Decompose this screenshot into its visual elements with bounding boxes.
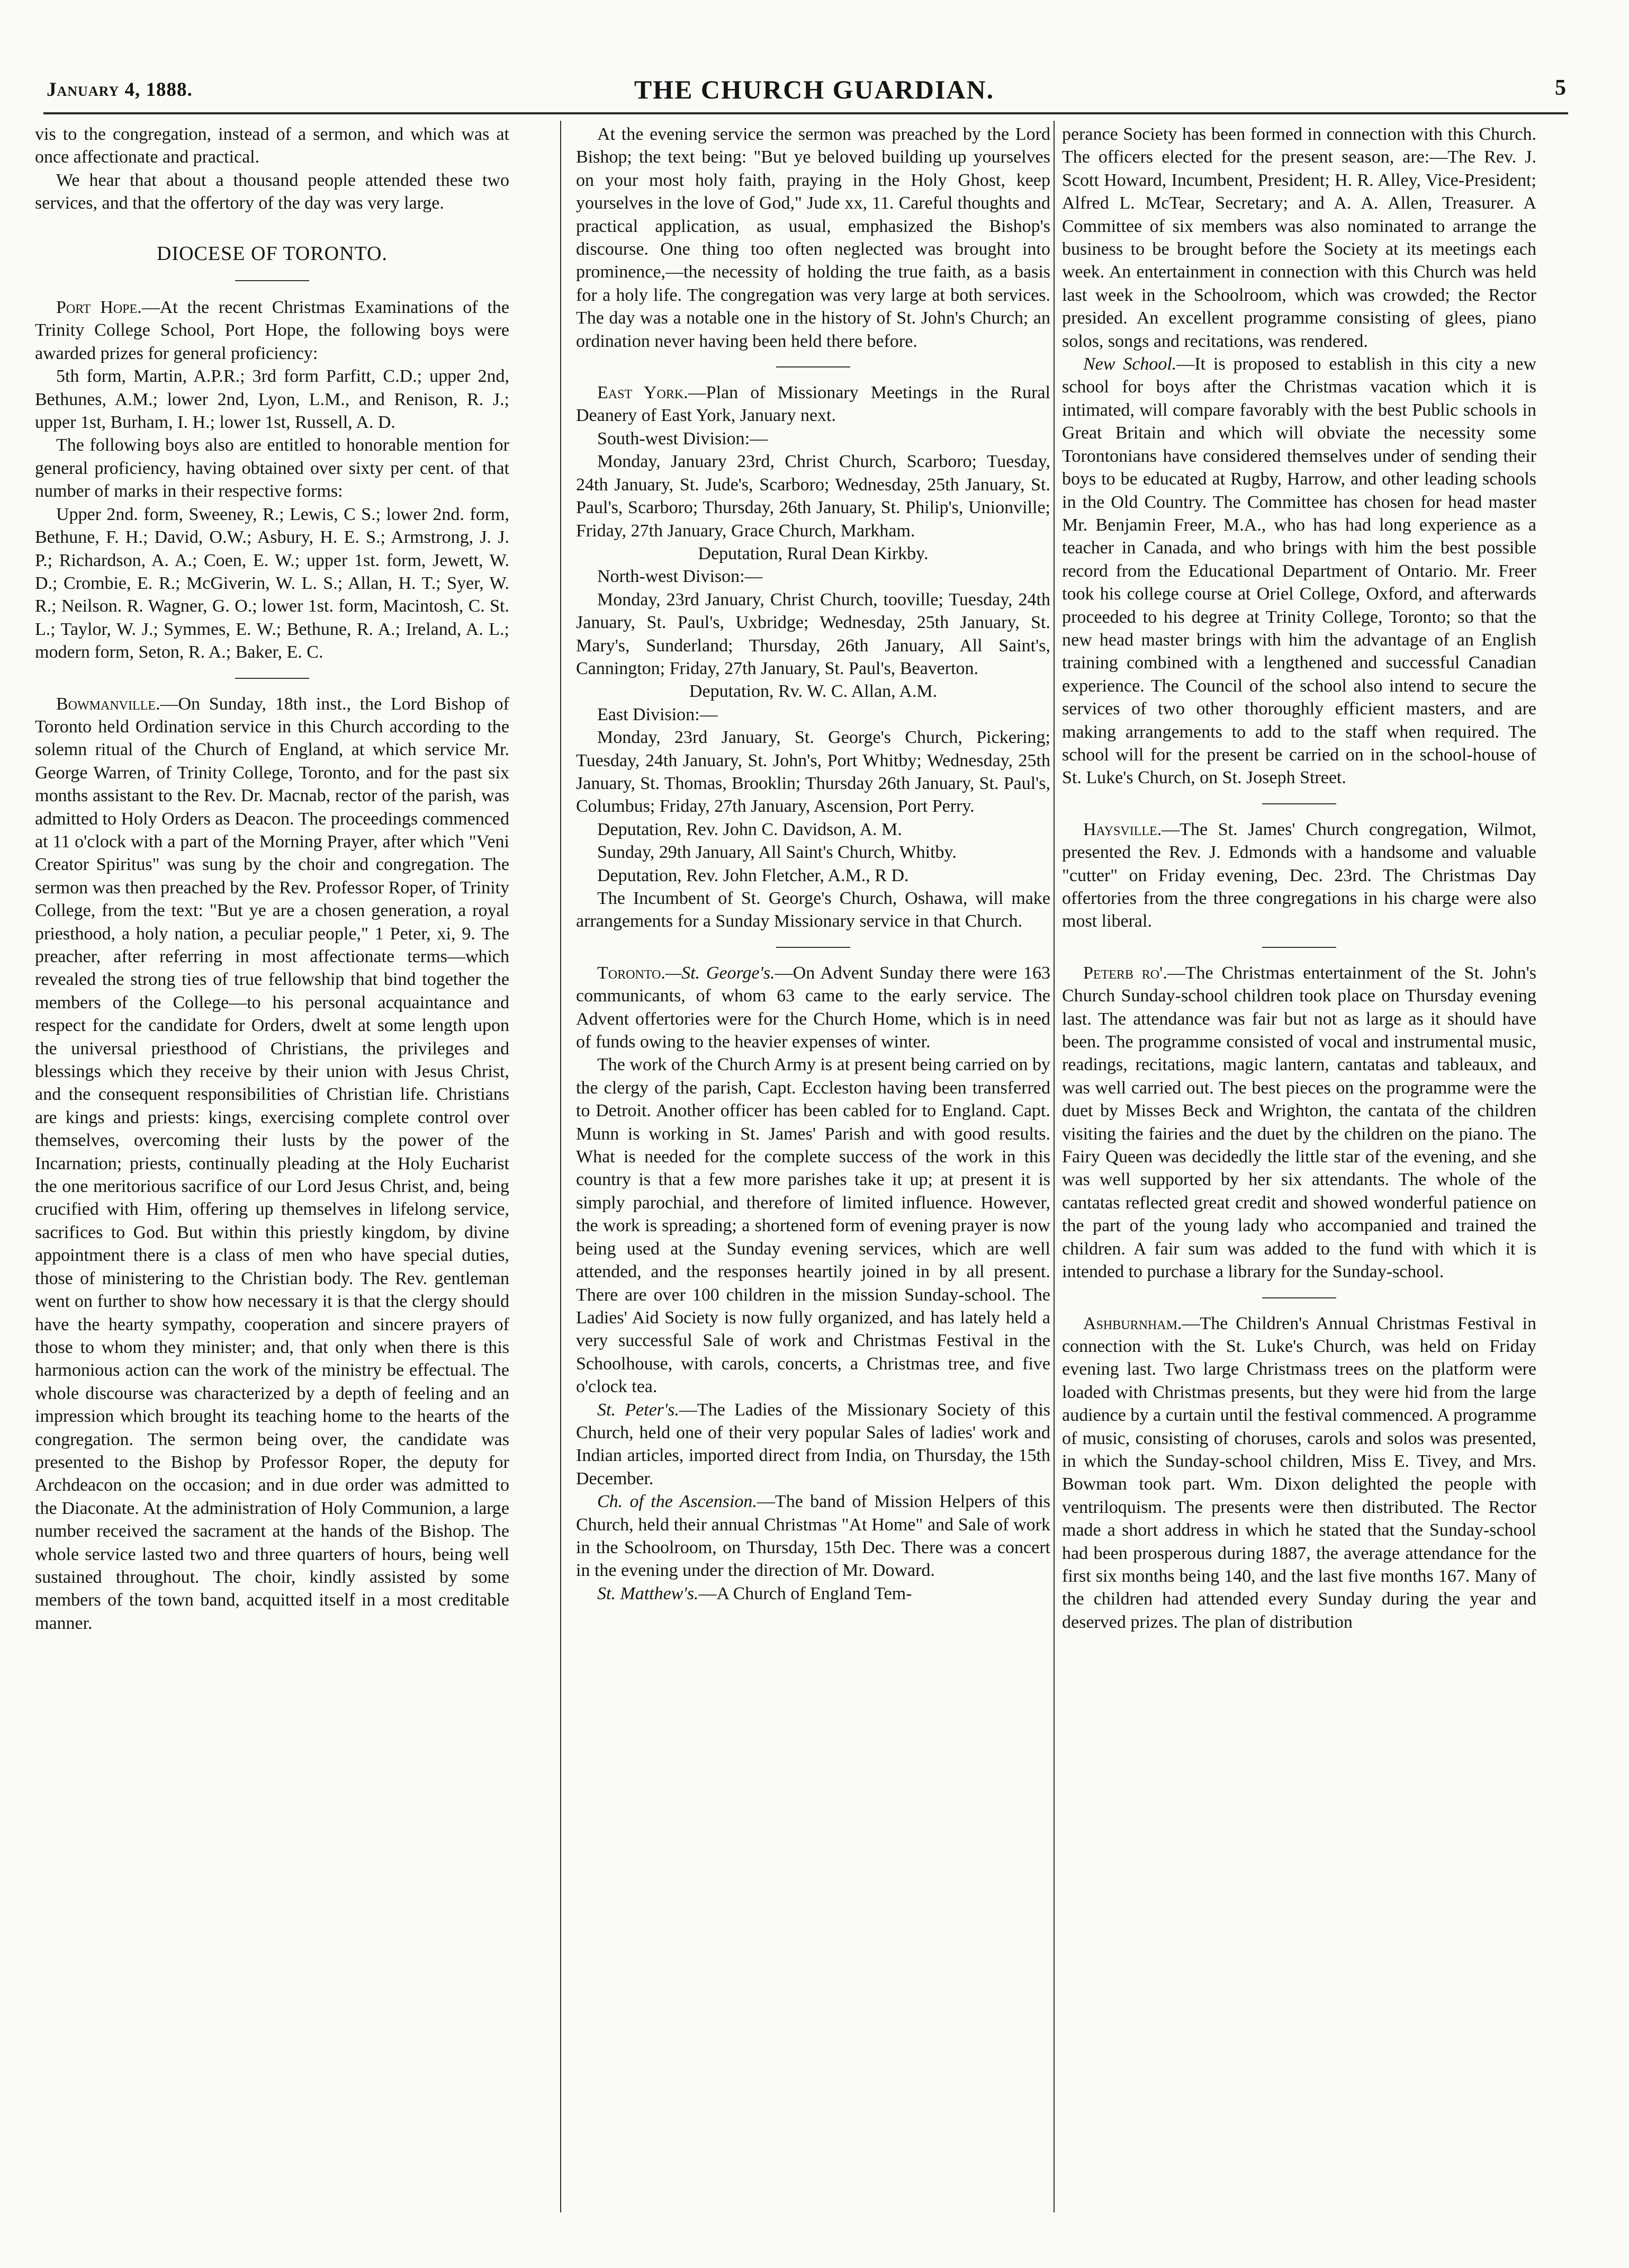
article-text: —The Ladies of the Missionary Society of this Church, held one of their very popular Sales of ladies' work and Indian articles, imported direct from India, on Thursday, the 15th December. <box>576 1400 1050 1489</box>
article-separator <box>1262 1297 1336 1298</box>
paragraph: The work of the Church Army is at present being carried on by the clergy of the parish, Capt. Eccleston having been transferred to Detroit. Another officer has been cabled for to England. Capt. Munn is working in St. James' Parish and with good results. What is needed for the complete success of the work in this country is that a few more parishes take it up; at present it is simply parochial, and therefore of limited influence. However, the work is spreading; a shortened form of evening prayer is now being used at the Sunday evening services, which are well attended, and the responses heartily joined in by all present. There are over 100 children in the mission Sunday-school. The Ladies' Aid Society is now fully organized, and has lately held a very successful Sale of work and Christmas Festival in the Schoolhouse, with carols, concerts, a Christmas tree, and five o'clock tea. <box>576 1055 1050 1397</box>
article-lead: East York. <box>597 383 688 403</box>
heading-rule <box>235 280 309 281</box>
article-lead: Bowmanville. <box>56 694 160 714</box>
article-port-hope <box>35 296 509 365</box>
paragraph: We hear that about a thousand people attended these two services, and that the offertory of the day was very large. <box>35 170 509 213</box>
column-2 <box>576 123 1050 2220</box>
paragraph: Monday, 23rd January, Christ Church, tooville; Tuesday, 24th January, St. Paul's, Uxbridge; Wednesday, 25th January, St. Mary's, Sunderland; Thursday, 26th January, All Saint's, Cannington; Friday, 27th January, St. Paul's, Beaverton. <box>576 589 1050 678</box>
paragraph: The following boys also are entitled to honorable mention for general proficiency, having obtained over sixty per cent. of that number of marks in their respective forms: <box>35 435 509 501</box>
article-separator <box>776 947 850 948</box>
article-text: —The St. James' Church congregation, Wilmot, presented the Rev. J. Edmonds with a handsome and valuable "cutter" on Friday evening, Dec. 23rd. The Christmas Day offertories from the three congregations in his charge were also most liberal. <box>1062 819 1536 931</box>
article-text: —Plan of Missionary Meetings in the Rural Deanery of East York, January next. <box>576 383 1050 426</box>
article-text: —The Children's Annual Christmas Festival in connection with the St. Luke's Church, was held on Friday evening last. Two large Christmass trees on the platform were loaded with Christmas presents, but they were hid from the large audience by a curtain until the festival commenced. A programme of music, consisting of choruses, carols and solos was presented, in which the Sunday-school children, Miss E. Tivey, and Mrs. Bowman took part. Wm. Dixon delighted the people with ventriloquism. The presents were then distributed. The Rector made a short address in which he stated that the Sunday-school had been prosperous during 1887, the average attendance for the first six months being 140, and the last five months 167. Many of the children had attended every Sunday during the year and deserved prizes. The plan of distribution <box>1062 1313 1536 1632</box>
paragraph: vis to the congregation, instead of a sermon, and which was at once affectionate and practical. <box>35 124 509 167</box>
article-bowmanville <box>35 693 509 1635</box>
article-text: —On Sunday, 18th inst., the Lord Bishop of Toronto held Ordination service in this Church according to the solemn ritual of the Church of England, at which service Mr. George Warren, of Trinity College, Toronto, and for the past six months assistant to the Rev. Dr. Macnab, rector of the parish, was admitted to Holy Orders as Deacon. The proceedings commenced at 11 o'clock with a part of the Morning Prayer, after which "Veni Creator Spiritus" was sung by the choir and congregation. The sermon was then preached by the Rev. Professor Roper, of Trinity College, from the text: "But ye are a chosen generation, a royal priesthood, a holy nation, a peculiar people," 1 Peter, xi, 9. The preacher, after referring in most affectionate terms—which revealed the strong ties of true fellowship that bind together the members of the College—to his personal acquaintance and respect for the candidate for Orders, dwelt at some length upon the universal priesthood of Christians, the privileges and blessings which they receive by their union with Jesus Christ, and the consequent responsibilities of Christian life. Christians are kings and priests: kings, exercising complete control over themselves, overcoming their lusts by the power of the Incarnation; priests, continually pleading at the Holy Eucharist the one meritorious sacrifice of our Lord Jesus Christ, and, being crucified with Him, offering up themselves in lifelong service, sacrifices to God. But within this priestly kingdom, by divine appointment there is a class of men who have special duties, those of ministering to the Christian body. The Rev. gentleman went on further to show how necessary it is that the clergy should have the hearty sympathy, cooperation and sincere prayers of those to whom they minister; and, that only when there is this harmonious action can the work of the ministry be effectual. The whole discourse was characterized by a depth of feeling and an impression which brought its teaching home to the hearts of the congregation. The sermon being over, the candidate was presented to the Bishop by Professor Roper, the deputy for Archdeacon on the occasion; and in due order was admitted to the Diaconate. At the administration of Holy Communion, a large number received the sacrament at the hands of the Bishop. The whole service lasted two and three quarters of hours, being well sustained throughout. The choir, kindly assisted by some members of the town band, acquitted itself in a most creditable manner. <box>35 694 509 1633</box>
deputation-line: Deputation, Rv. W. C. Allan, A.M. <box>689 682 938 702</box>
division-title: South-west Division:— <box>597 428 768 449</box>
page-number: 5 <box>1555 76 1566 100</box>
paragraph: Monday, 23rd January, St. George's Church, Pickering; Tuesday, 24th January, St. John's, Port Whitby; Wednesday, 25th January, St. Thomas, Brooklin; Thursday 26th January, St. Paul's, Columbus; Friday, 27th January, Ascension, Port Perry. <box>576 728 1050 817</box>
article-lead: Ch. of the Ascension. <box>597 1492 757 1512</box>
article-ashburnham <box>1062 1312 1536 1634</box>
article-separator <box>1262 803 1336 804</box>
paragraph: 5th form, Martin, A.P.R.; 3rd form Parfitt, C.D.; upper 2nd, Bethunes, A.M.; lower 2nd, Lyon, L.M., and Renison, R. J.; upper 1st, Burham, I. H.; lower 1st, Russell, A. D. <box>35 366 509 433</box>
column-divider <box>560 121 561 2212</box>
column-1 <box>35 123 509 2220</box>
article-east-york <box>576 381 1050 427</box>
article-peterboro <box>1062 962 1536 1284</box>
newspaper-title: THE CHURCH GUARDIAN. <box>634 75 995 104</box>
article-text: —On Advent Sunday there were 163 communicants, of whom 63 came to the early service. The Advent offertories were for the Church Home, which is in need of funds owing to the heavier expenses of winter. <box>576 963 1050 1052</box>
article-toronto <box>576 962 1050 1054</box>
article-lead: Haysville. <box>1083 819 1162 839</box>
article-lead: New School. <box>1083 354 1177 374</box>
article-text: —It is proposed to establish in this city a new school for boys after the Christmas vacation which it is intimated, will compare favorably with the best Public schools in Great Britain and which will obviate the necessity some Torontonians have considered themselves under of sending their boys to be educated at Rugby, Harrow, and other leading schools in the Old Country. The Committee has chosen for head master Mr. Benjamin Freer, M.A., who has had long experience as a teacher in Canada, and who brings with him the best possible record from the Educational Department of Ontario. Mr. Freer took his college course at Oriel College, Oxford, and afterwards proceeded to his degree at Trinity College, Toronto; so that the new head master brings with him the advantage of an English training combined with a lengthened and successful Canadian experience. The Council of the school also intend to secure the services of two other thoroughly efficient masters, and are making arrangements to add to the staff when required. The school will for the present be carried on in the school-house of St. Luke's Church, on St. Joseph Street. <box>1062 354 1536 788</box>
article-separator <box>1262 947 1336 948</box>
masthead <box>47 68 1566 110</box>
paragraph: Upper 2nd. form, Sweeney, R.; Lewis, C S.; lower 2nd. form, Bethune, F. H.; David, O.W.; Asbury, H. E. S.; Armstrong, J. J. P.; Richardson, A. A.; Coen, E. W.; upper 1st. form, Jewett, W. D.; Crombie, E. R.; McGiverin, W. L. S.; Allan, H. T.; Syer, W. R.; Neilson. R. Wagner, G. O.; lower 1st. form, Macintosh, C. St. L.; Taylor, W. J.; Symmes, E. W.; Bethune, R. A.; Ireland, A. L.; modern form, Seton, R. A.; Baker, E. C. <box>35 504 509 662</box>
article-lead: St. Matthew's. <box>597 1583 699 1603</box>
article-haysville <box>1062 818 1536 933</box>
division-title: North-west Divison:— <box>597 567 763 587</box>
article-ascension <box>576 1490 1050 1582</box>
article-separator <box>235 678 309 679</box>
article-sublead: —St. George's. <box>665 963 775 983</box>
deputation-line: Deputation, Rev. John C. Davidson, A. M. <box>597 819 902 839</box>
deputation-line: Deputation, Rev. John Fletcher, A.M., R D. <box>597 865 909 885</box>
issue-date: January 4, 1888. <box>47 79 193 101</box>
section-heading: DIOCESE OF TORONTO. <box>157 242 388 265</box>
paragraph: perance Society has been formed in connection with this Church. The officers elected for the present season, are:—The Rev. J. Scott Howard, Incumbent, President; H. R. Alley, Vice-President; Alfred L. McTear, Secretary; and A. A. Allen, Treasurer. A Committee of six members was also nominated to arrange the business to be brought before the Society at its meetings each week. An entertainment in connection with this Church was held last week in the Schoolroom, which was crowded; the Rector presided. An excellent programme consisting of glees, piano solos, songs and recitations, was rendered. <box>1062 124 1536 351</box>
division-title: East Division:— <box>597 704 718 724</box>
article-st-matthews <box>576 1582 1050 1605</box>
header-rule <box>43 112 1568 114</box>
article-lead: Ashburnham. <box>1083 1313 1182 1333</box>
article-st-peters <box>576 1399 1050 1491</box>
column-divider <box>1054 121 1055 2212</box>
article-lead: Toronto. <box>597 963 665 983</box>
article-separator <box>776 366 850 367</box>
article-text: —At the recent Christmas Examinations of the Trinity College School, Port Hope, the following boys were awarded prizes for general proficiency: <box>35 298 509 363</box>
article-lead: St. Peter's. <box>597 1400 679 1420</box>
article-text: —The band of Mission Helpers of this Church, held their annual Christmas "At Home" and Sale of work in the Schoolroom, on Thursday, 15th Dec. There was a concert in the evening under the direction of Mr. Doward. <box>576 1492 1050 1581</box>
article-text: —A Church of England Tem- <box>698 1583 912 1603</box>
paragraph: The Incumbent of St. George's Church, Oshawa, will make arrangements for a Sunday Missionary service in that Church. <box>576 889 1050 931</box>
article-lead: Port Hope. <box>56 298 142 318</box>
article-lead: Peterb ro'. <box>1083 963 1167 983</box>
paragraph: Monday, January 23rd, Christ Church, Scarboro; Tuesday, 24th January, St. Jude's, Scarboro; Wednesday, 25th January, St. Paul's, Scarboro; Thursday, 26th January, St. Philip's, Unionville; Friday, 27th January, Grace Church, Markham. <box>576 452 1050 541</box>
article-text: —The Christmas entertainment of the St. John's Church Sunday-school children took place on Thursday evening last. The attendance was fair but not as large as it should have been. The programme consisted of vocal and instrumental music, readings, recitations, magic lantern, cantatas and tableaux, and was well carried out. The best pieces on the programme were the duet by Misses Beck and Wrighton, the cantata of the children visiting the fairies and the duet by the children on the piano. The Fairy Queen was decidedly the little star of the evening, and she was well supported by her six attendants. The whole of the cantatas reflected great credit and showed wonderful patience on the part of the young lady who accompanied and trained the children. A fair sum was added to the fund with which it is intended to purchase a library for the Sunday-school. <box>1062 963 1536 1282</box>
article-new-school <box>1062 353 1536 790</box>
paragraph: Sunday, 29th January, All Saint's Church, Whitby. <box>597 842 957 863</box>
paragraph: At the evening service the sermon was preached by the Lord Bishop; the text being: "But ye beloved building up yourselves on your most holy faith, praying in the Holy Ghost, keep yourselves in the love of God," Jude xx, 11. Careful thoughts and practical application, as usual, emphasized the Bishop's discourse. One thing too often neglected was brought into prominence,—the necessity of holding the true faith, as a basis for a holy life. The congregation was very large at both services. The day was a notable one in the history of St. John's Church; an ordination never having been held there before. <box>576 124 1050 351</box>
deputation-line: Deputation, Rural Dean Kirkby. <box>698 543 929 563</box>
column-3 <box>1062 123 1536 2220</box>
